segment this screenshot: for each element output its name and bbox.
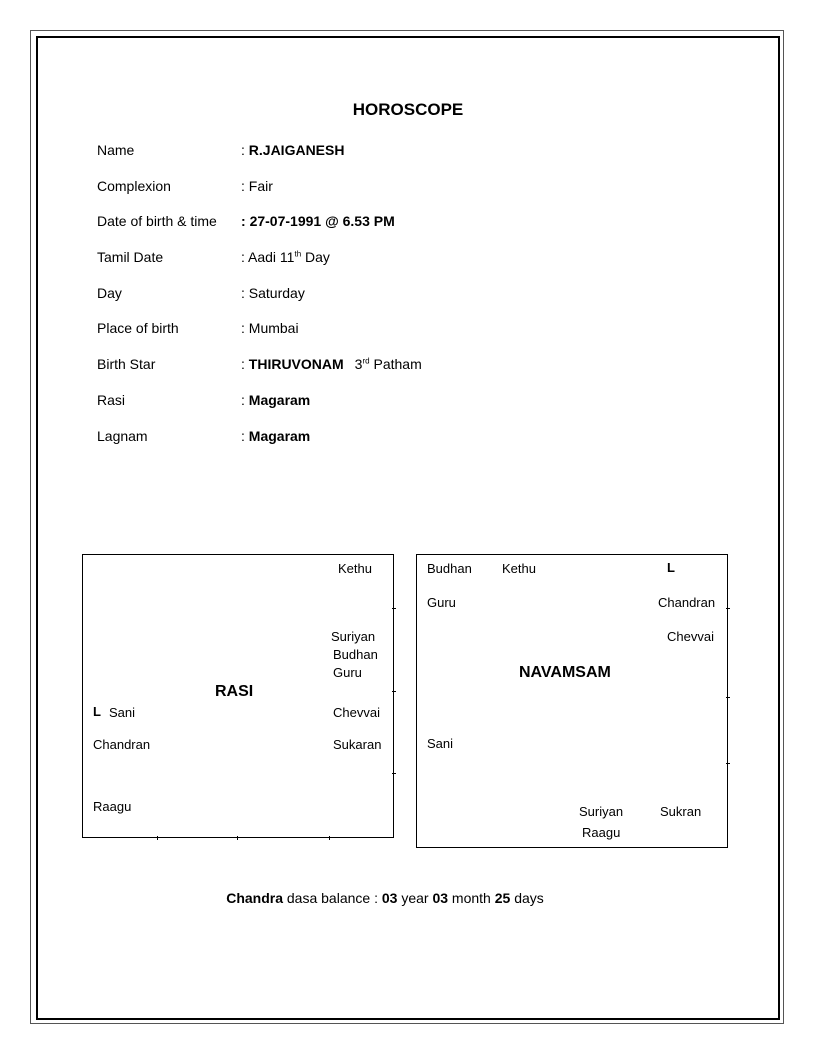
- detail-value: : 27-07-1991 @ 6.53 PM: [241, 213, 395, 229]
- detail-label: Place of birth: [97, 320, 179, 336]
- detail-value: : Magaram: [241, 428, 311, 444]
- dasa-years: 03: [381, 890, 398, 906]
- navamsam-raagu: Raagu: [582, 825, 621, 840]
- rasi-guru: Guru: [333, 665, 362, 680]
- navamsam-lagna: L: [667, 560, 675, 575]
- rasi-lagna: L: [93, 704, 101, 719]
- detail-value: : Magaram: [241, 392, 311, 408]
- navamsam-chart: [416, 554, 728, 848]
- navamsam-grid-tick: [726, 697, 730, 698]
- detail-label: Lagnam: [97, 428, 148, 444]
- navamsam-budhan: Budhan: [427, 561, 472, 576]
- detail-label: Name: [97, 142, 135, 158]
- rasi-suriyan: Suriyan: [331, 629, 376, 644]
- rasi-grid-tick: [157, 836, 158, 840]
- dasa-planet: Chandra: [226, 890, 283, 906]
- detail-label: Date of birth & time: [97, 213, 217, 229]
- detail-label: Birth Star: [97, 356, 156, 372]
- navamsam-chandran: Chandran: [658, 595, 716, 610]
- navamsam-sukran: Sukran: [660, 804, 702, 819]
- rasi-grid-tick: [392, 691, 396, 692]
- rasi-raagu: Raagu: [93, 799, 132, 814]
- dasa-days: 25: [494, 890, 511, 906]
- rasi-grid-tick: [329, 836, 330, 840]
- detail-value: : Fair: [241, 178, 273, 194]
- rasi-grid-tick: [392, 773, 396, 774]
- rasi-chart: [82, 554, 394, 838]
- navamsam-heading: NAVAMSAM: [519, 664, 611, 681]
- detail-label: Tamil Date: [97, 249, 164, 265]
- navamsam-sani: Sani: [427, 736, 454, 751]
- detail-value: : Saturday: [241, 285, 305, 301]
- detail-label: Day: [97, 285, 122, 301]
- navamsam-suriyan: Suriyan: [579, 804, 624, 819]
- navamsam-kethu: Kethu: [502, 561, 536, 576]
- navamsam-grid-tick: [726, 608, 730, 609]
- detail-value: : R.JAIGANESH: [241, 142, 345, 158]
- rasi-chevvai: Chevvai: [333, 705, 380, 720]
- dasa-balance: Chandra dasa balance : 03 year 03 month 25 days: [226, 890, 544, 906]
- rasi-grid-tick: [392, 608, 396, 609]
- rasi-budhan: Budhan: [333, 647, 378, 662]
- navamsam-guru: Guru: [427, 595, 456, 610]
- detail-value: : Mumbai: [241, 320, 299, 336]
- dasa-months: 03: [432, 890, 449, 906]
- rasi-sukaran: Sukaran: [333, 737, 382, 752]
- detail-label: Complexion: [97, 178, 171, 194]
- rasi-chandran: Chandran: [93, 737, 151, 752]
- rasi-sani: Sani: [109, 705, 136, 720]
- rasi-heading: RASI: [215, 683, 254, 700]
- rasi-kethu: Kethu: [338, 561, 372, 576]
- rasi-grid-tick: [237, 836, 238, 840]
- detail-value: : THIRUVONAM 3rd Patham: [241, 356, 422, 372]
- detail-label: Rasi: [97, 392, 126, 408]
- navamsam-chevvai: Chevvai: [667, 629, 714, 644]
- document-title: HOROSCOPE: [352, 100, 464, 119]
- navamsam-grid-tick: [726, 763, 730, 764]
- detail-value: : Aadi 11th Day: [241, 249, 330, 265]
